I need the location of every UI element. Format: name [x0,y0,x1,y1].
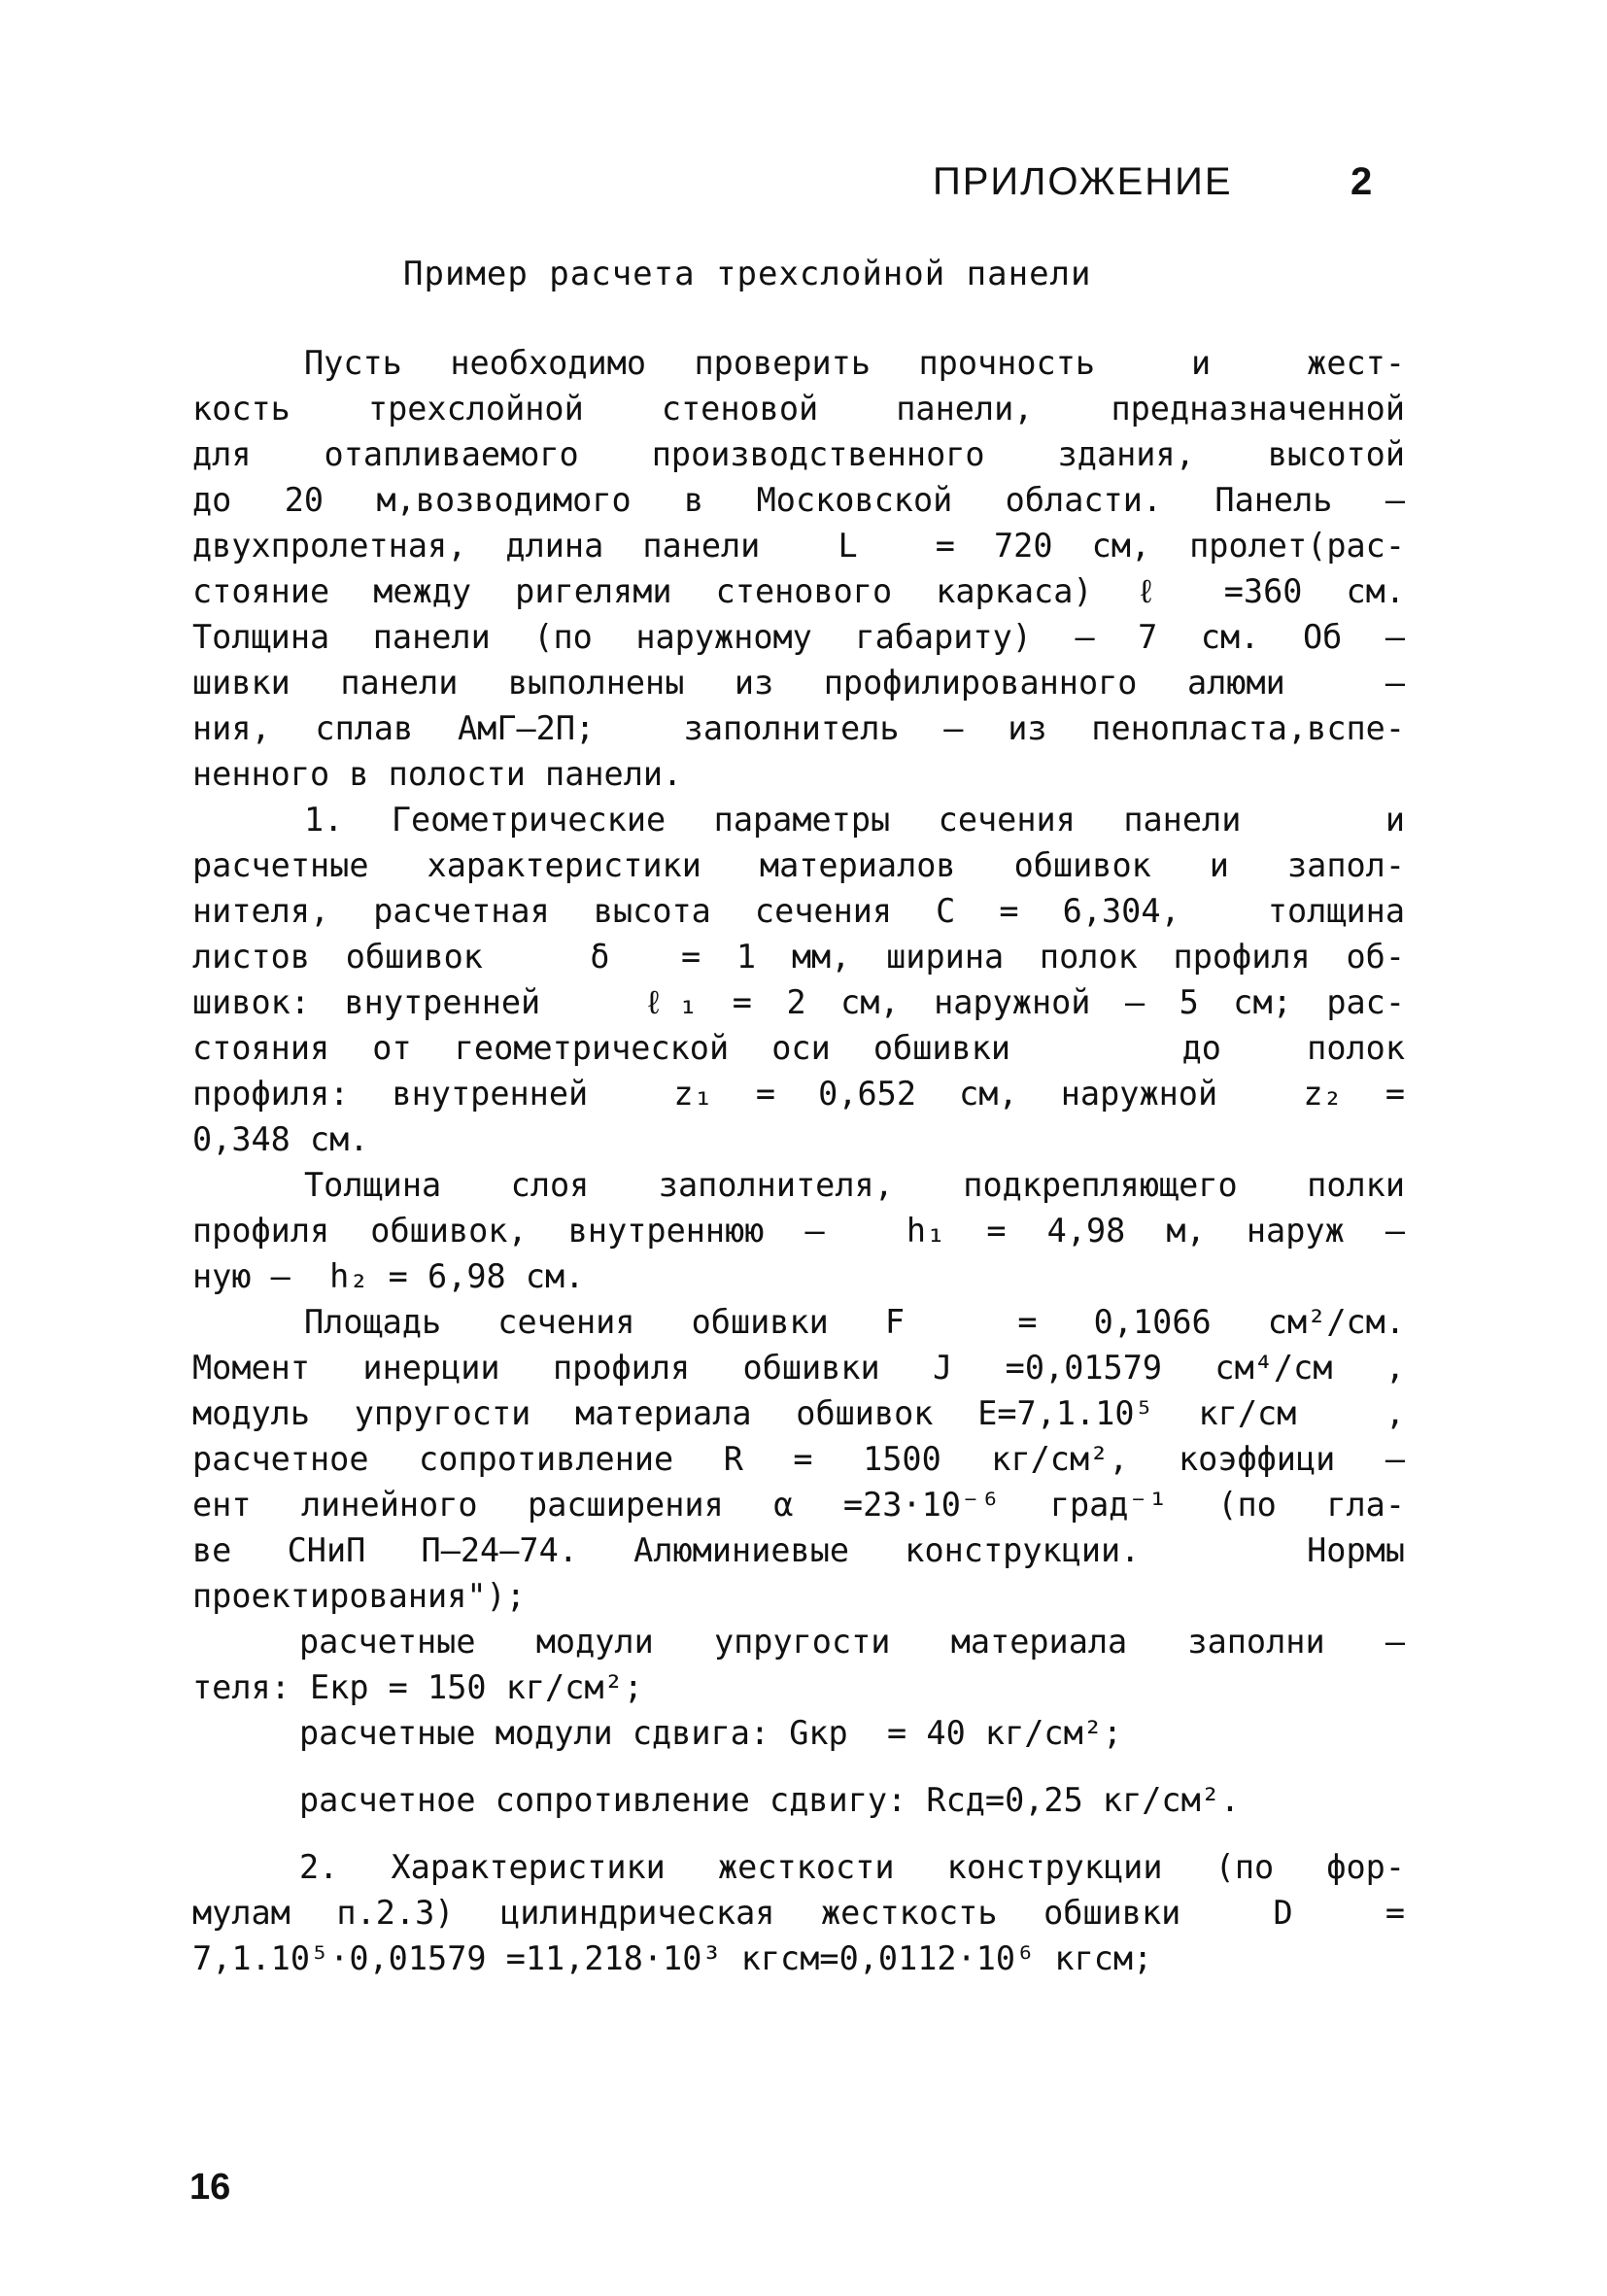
text-line: ния, сплав АмГ–2П; заполнитель – из пенопласта,вспе- [192,709,1405,747]
text-line: расчетные модули упругости материала заполни – [299,1623,1405,1661]
text-line: двухпролетная, длина панели L = 720 см, пролет(рас- [192,527,1405,565]
text-line: мулам п.2.3) цилиндрическая жесткость обшивки D = [192,1894,1405,1932]
appendix-title: ПРИЛОЖЕНИЕ [933,160,1233,203]
text-line: теля: Eкр = 150 кг/см²; [192,1668,643,1706]
text-line: Толщина панели (по наружному габариту) – 7 см. Об – [192,618,1405,656]
page-number: 16 [189,2167,231,2208]
text-line: 7,1.10⁵·0,01579 =11,218·10³ кгсм=0,0112·10⁶ кгсм; [192,1939,1153,1977]
text-line: для отапливаемого производственного здания, высотой [192,435,1405,473]
text-line: модуль упругости материала обшивок E=7,1.10⁵ кг/см , [192,1394,1405,1432]
text-line: стояния от геометрической оси обшивки до полок [192,1029,1405,1067]
text-line: листов обшивок δ = 1 мм, ширина полок профиля об- [192,938,1405,976]
text-line: расчетное сопротивление сдвигу: Rсд=0,25 кг/см². [299,1781,1241,1819]
appendix-number: 2 [1351,160,1373,203]
text-line: расчетные модули сдвига: Gкр = 40 кг/см²; [299,1714,1123,1752]
text-line: шивок: внутренней ℓ₁ = 2 см, наружной – 5 см; рас- [192,983,1405,1021]
section-subtitle: Пример расчета трехслойной панели [403,255,1092,293]
text-line [192,1823,1405,1844]
text-line [192,1756,1405,1777]
text-line: ве СНиП П–24–74. Алюминиевые конструкции. Нормы [192,1531,1405,1569]
text-line: Толщина слоя заполнителя, подкрепляющего полки [304,1166,1405,1204]
text-line: проектирования"); [192,1577,526,1615]
text-line: ную – h₂ = 6,98 см. [192,1257,585,1295]
text-line: расчетные характеристики материалов обшивок и запол- [192,846,1405,884]
text-line: кость трехслойной стеновой панели, предназначенной [192,390,1405,428]
text-line: нителя, расчетная высота сечения C = 6,304, толщина [192,892,1405,930]
text-line: расчетное сопротивление R = 1500 кг/см², коэффици – [192,1440,1405,1478]
text-line: 2. Характеристики жесткости конструкции (по фор- [299,1848,1405,1886]
text-line: до 20 м,возводимого в Московской области. Панель – [192,481,1405,519]
text-line: профиля обшивок, внутреннюю – h₁ = 4,98 м, наруж – [192,1212,1405,1250]
text-line: Площадь сечения обшивки F = 0,1066 см²/см. [304,1303,1405,1341]
text-line: стояние между ригелями стенового каркаса) ℓ =360 см. [192,572,1405,610]
text-line: 1. Геометрические параметры сечения панели и [304,801,1405,839]
text-line: Пусть необходимо проверить прочность и жест- [304,344,1405,382]
text-line: профиля: внутренней z₁ = 0,652 см, наружной z₂ = [192,1075,1405,1113]
text-line: Момент инерции профиля обшивки J =0,01579 см⁴/см , [192,1349,1405,1387]
text-line: ненного в полости панели. [192,755,683,793]
text-line: ент линейного расширения α =23·10⁻⁶ град⁻¹ (по гла- [192,1486,1405,1524]
text-line: 0,348 см. [192,1120,369,1158]
text-line: шивки панели выполнены из профилированного алюми – [192,664,1405,702]
body-text [192,340,1405,1981]
